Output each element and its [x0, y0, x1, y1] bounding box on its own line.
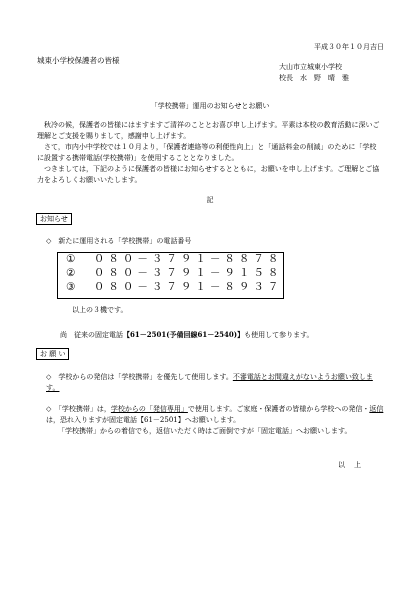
request-item-2-c: で使用します。ご家庭・保護者の皆様から学校への発信・: [187, 405, 370, 413]
closing-mark: 以上: [338, 461, 370, 469]
body-paragraph-3: つきましては，下記のように保護者の皆様にお知らせするとともに，お願いを申し上げます。ご理解とご協力をよろしくお願いいたします。: [37, 165, 380, 184]
request-item-2-reply: 返信: [369, 405, 384, 413]
legacy-phone-suffix: も使用して参ります。: [244, 331, 314, 339]
request-label: お 願 い: [36, 348, 69, 360]
sender-block: [279, 62, 349, 84]
body-paragraph-1: 秋冷の候，保護者の皆様にはますますご清祥のこととお喜び申し上げます。平素は本校の教育活動に深いご理解とご支援を賜りまして，感謝申し上げます。: [37, 121, 380, 140]
legacy-phone-prefix: 尚 従来の固定電話: [60, 331, 123, 339]
request-item-1-underlined: 不審電話とお間違えがないようお願い致します。: [46, 373, 373, 392]
document-date: 平成３０年１０月吉日: [314, 43, 384, 51]
school-name: 大山市立城東小学校: [279, 63, 342, 71]
principal-name: 校長 水 野 晴 雅: [279, 74, 349, 82]
notice-label: お知らせ: [36, 213, 72, 225]
body-paragraph-2: さて，市内小中学校では１０月より，「保護者連絡等の利便性向上」と「通話料金の削減」のために「学校に設置する携帯電話(学校携帯)」を使用することとなりました。: [37, 143, 377, 162]
phone-number-3: ③ ０８０－３７９１－８９３７: [66, 281, 283, 293]
request-item-2-send-only: 学校からの「発信専用」: [110, 405, 188, 413]
phone-count-note: 以上の３機です。: [72, 306, 128, 314]
phone-number-box: [57, 252, 284, 299]
phone-number-1: ① ０８０－３７９１－８８７８: [66, 253, 283, 265]
request-item-2-a: ◇ 「学校携帯」は，: [46, 405, 111, 413]
legacy-phone-number: 【61－2501(予備回線61－2540)】: [123, 330, 245, 339]
phone-number-2: ② ０８０－３７９１－９１５８: [66, 267, 283, 279]
request-item-1: [46, 372, 386, 394]
document-title: 「学校携帯」運用のお知らせとお願い: [150, 102, 270, 110]
notice-intro: ◇ 新たに運用される「学校携帯」の電話番号: [46, 237, 192, 245]
request-item-1-text: ◇ 学校からの発信は「学校携帯」を優先して使用します。: [46, 373, 233, 381]
request-item-2-f: 「学校携帯」からの着信でも，返信いただく時はご面倒ですが「固定電話」へお願いします。: [58, 427, 352, 435]
body-text: [37, 120, 383, 186]
ki-heading: 記: [206, 196, 214, 204]
addressee: 城東小学校保護者の皆様: [37, 56, 120, 65]
legacy-phone-note: [60, 329, 314, 341]
request-item-2: [46, 404, 386, 437]
request-item-2-e: は，恐れ入りますが固定電話【61－2501】へお願いします。: [46, 416, 241, 424]
